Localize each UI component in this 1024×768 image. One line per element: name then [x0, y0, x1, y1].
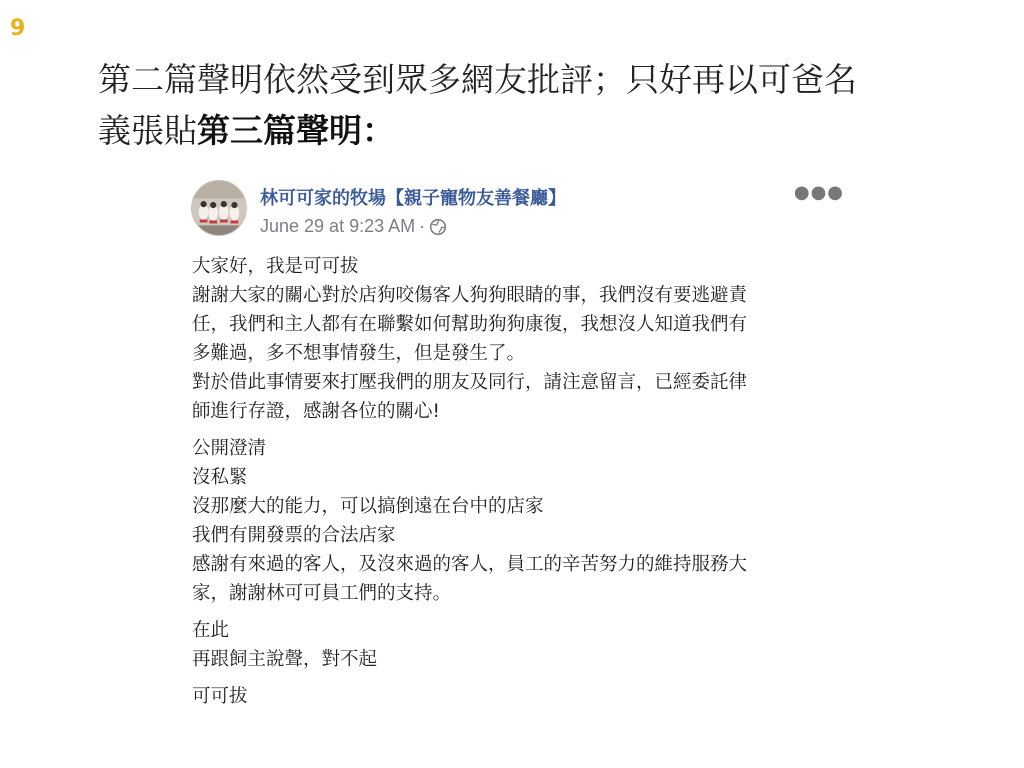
heading-line-2-prefix: 義張貼 — [98, 111, 197, 150]
post-paragraph — [192, 434, 842, 608]
post-text-line: 對於借此事情要來打壓我們的朋友及同行，請注意留言，已經委託律 — [192, 372, 748, 393]
heading-line-2-bold: 第三篇聲明： — [197, 111, 395, 150]
post-text-line: 師進行存證，感謝各位的關心! — [192, 401, 440, 422]
post-paragraph — [192, 252, 842, 426]
post-text-line: 多難過，多不想事情發生，但是發生了。 — [192, 343, 526, 364]
post-text-line: 謝謝大家的關心對於店狗咬傷客人狗狗眼睛的事，我們沒有要逃避責 — [192, 285, 748, 306]
post-text-line: 大家好，我是可可拔 — [192, 256, 359, 277]
facebook-post — [186, 174, 846, 714]
post-header — [186, 174, 846, 242]
post-paragraph — [192, 616, 842, 674]
post-meta — [260, 216, 447, 237]
post-text-line: 家，謝謝林可可員工們的支持。 — [192, 583, 452, 604]
page-name-link[interactable]: 林可可家的牧場【親子寵物友善餐廳】 — [260, 188, 566, 209]
meta-separator: · — [419, 216, 426, 236]
post-text-line: 可可拔 — [192, 686, 248, 707]
post-text-line: 在此 — [192, 620, 230, 641]
slide-number: 9 — [10, 16, 27, 41]
post-body — [192, 252, 842, 719]
post-timestamp[interactable]: June 29 at 9:23 AM — [260, 216, 416, 236]
post-paragraph — [192, 682, 842, 711]
post-text-line: 公開澄清 — [192, 438, 267, 459]
post-text-line: 沒私緊 — [192, 467, 248, 488]
more-horizontal-icon[interactable]: ●●● — [793, 182, 844, 203]
post-text-line: 任，我們和主人都有在聯繫如何幫助狗狗康復，我想沒人知道我們有 — [192, 314, 748, 335]
post-text-line: 感謝有來過的客人，及沒來過的客人，員工的辛苦努力的維持服務大 — [192, 554, 748, 575]
post-text-line: 我們有開發票的合法店家 — [192, 525, 396, 546]
globe-icon[interactable] — [429, 218, 447, 236]
page-avatar[interactable] — [191, 180, 247, 236]
post-text-line: 再跟飼主說聲，對不起 — [192, 649, 378, 670]
dogs-avatar-image — [192, 181, 246, 235]
slide-heading — [98, 54, 978, 156]
post-text-line: 沒那麼大的能力，可以搞倒遠在台中的店家 — [192, 496, 544, 517]
heading-line-1: 第二篇聲明依然受到眾多網友批評；只好再以可爸名 — [98, 60, 857, 99]
